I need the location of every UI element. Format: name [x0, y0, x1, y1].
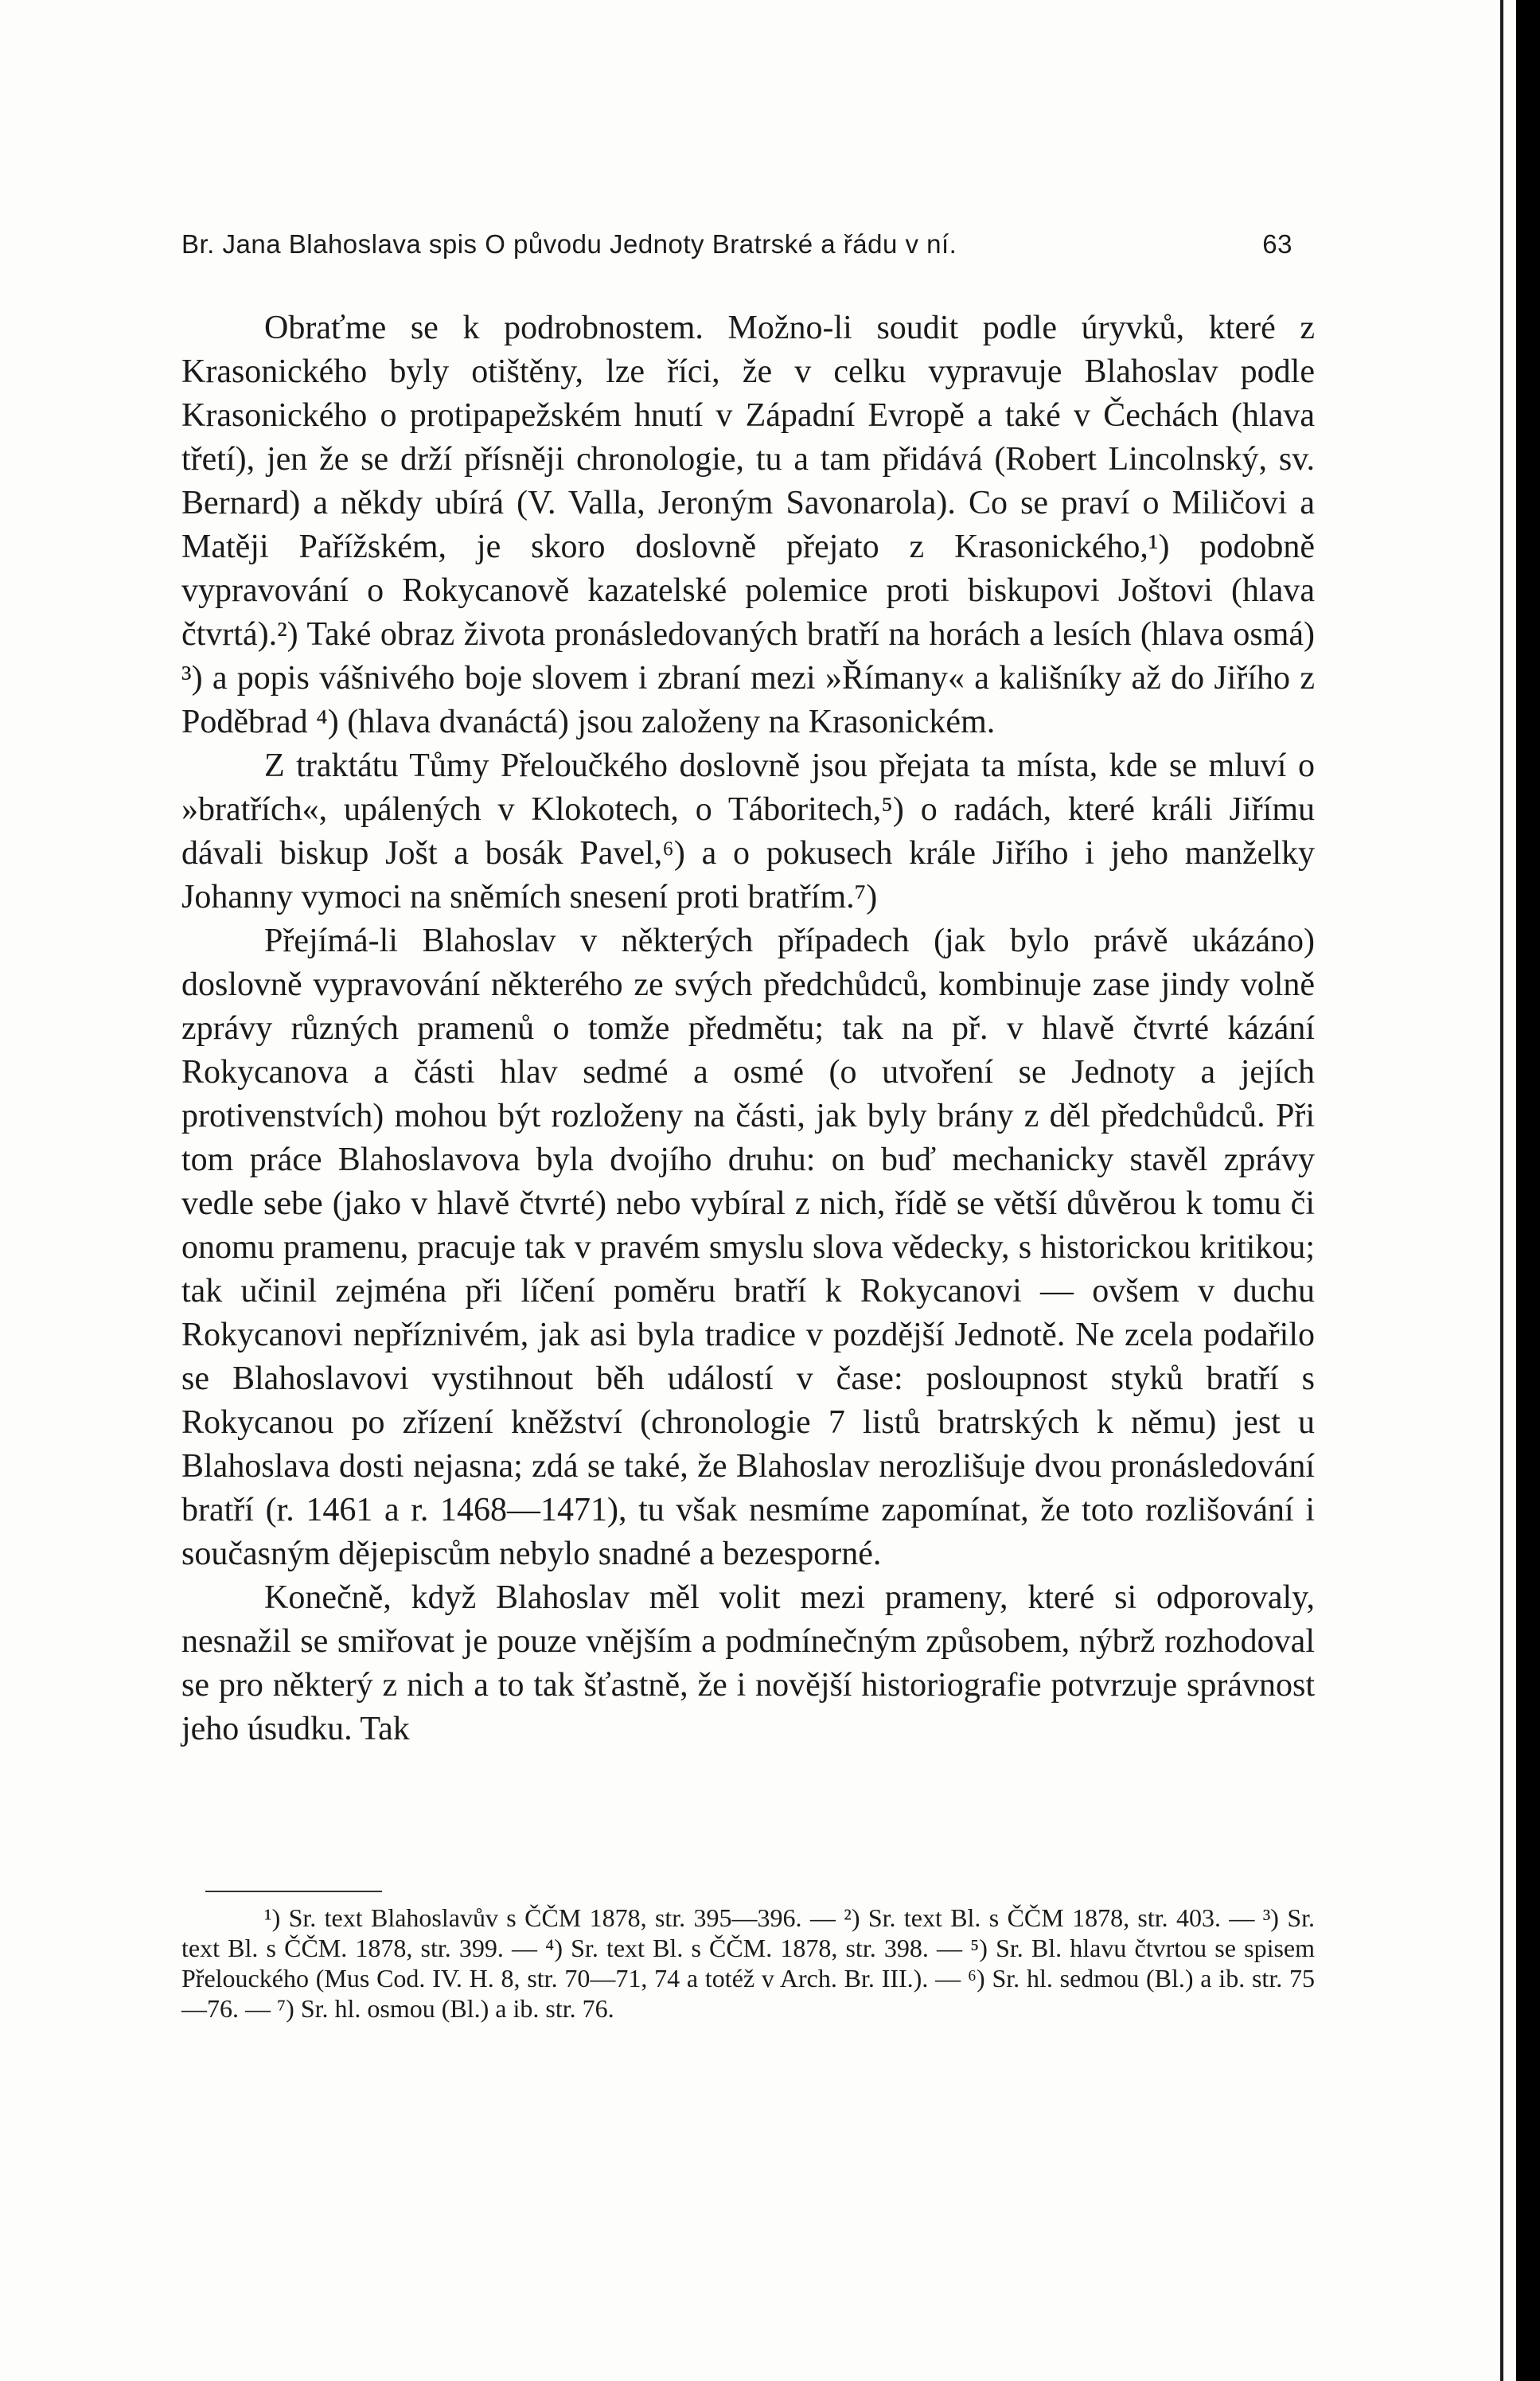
footnotes: [181, 1903, 1315, 2024]
scan-edge-line: [1500, 0, 1503, 2381]
main-text: [181, 306, 1315, 1751]
footnote-rule: [205, 1891, 382, 1892]
paragraph: Z traktátu Tůmy Přeloučkého doslovně jsou přejata ta místa, kde se mluví o »bratřích«, upálených v Klokotech, o Táboritech,⁵) o radách, které králi Jiřímu dávali biskup Jošt a bosák Pavel,⁶) a o pokusech krále Jiřího i jeho manželky Johanny vymoci na sněmích snesení proti bratřím.⁷): [181, 747, 1315, 915]
page-number: 63: [1262, 229, 1292, 259]
paragraph: Přejímá-li Blahoslav v některých případech (jak bylo právě ukázáno) doslovně vypravování některého ze svých předchůdců, kombinuje zase jindy volně zprávy různých pramenů o tomže předmětu; tak na př. v hlavě čtvrté kázání Rokycanova a části hlav sedmé a osmé (o utvoření se Jednoty a jejích protivenstvích) mohou být rozloženy na části, jak byly brány z děl předchůdců. Při tom práce Blahoslavova byla dvojího druhu: on buď mechanicky stavěl zprávy vedle sebe (jako v hlavě čtvrté) nebo vybíral z nich, řídě se větší důvěrou k tomu či onomu pramenu, pracuje tak v pravém smyslu slova vědecky, s historickou kritikou; tak učinil zejména při líčení poměru bratří k Rokycanovi — ovšem v duchu Rokycanovi nepříznivém, jak asi byla tradice v pozdější Jednotě. Ne zcela podařilo se Blahoslavovi vystihnout běh událostí v čase: posloupnost styků bratří s Rokycanou po zřízení kněžství (chronologie 7 listů bratrských k němu) jest u Blahoslava dosti nejasna; zdá se také, že Blahoslav nerozlišuje dvou pronásledování bratří (r. 1461 a r. 1468—1471), tu však nesmíme zapomínat, že toto rozlišování i současným dějepiscům nebylo snadné a bezesporné.: [181, 923, 1315, 1572]
page-header: [181, 229, 1292, 260]
running-title: Br. Jana Blahoslava spis O původu Jednoty Bratrské a řádu v ní.: [181, 229, 957, 259]
paragraph: Obraťme se k podrobnostem. Možno-li soudit podle úryvků, které z Krasonického byly otištěny, lze říci, že v celku vypravuje Blahoslav podle Krasonického o protipapežském hnutí v Západní Evropě a také v Čechách (hlava třetí), jen že se drží přísněji chronologie, tu a tam přidává (Robert Lincolnský, sv. Bernard) a někdy ubírá (V. Valla, Jeroným Savonarola). Co se praví o Miličovi a Matěji Pařížském, je skoro doslovně přejato z Krasonického,¹) podobně vypravování o Rokycanově kazatelské polemice proti biskupovi Joštovi (hlava čtvrtá).²) Také obraz života pronásledovaných bratří na horách a lesích (hlava osmá) ³) a popis vášnivého boje slovem i zbraní mezi »Římany« a kališníky až do Jiřího z Poděbrad ⁴) (hlava dvanáctá) jsou založeny na Krasonickém.: [181, 310, 1315, 740]
paragraph: Konečně, když Blahoslav měl volit mezi prameny, které si odporovaly, nesnažil se smiřovat je pouze vnějším a podmínečným způsobem, nýbrž rozhodoval se pro některý z nich a to tak šťastně, že i novější historiografie potvrzuje správnost jeho úsudku. Tak: [181, 1579, 1315, 1747]
footnote-block: ¹) Sr. text Blahoslavův s ČČM 1878, str. 395—396. — ²) Sr. text Bl. s ČČM 1878, str. 403. — ³) Sr. text Bl. s ČČM. 1878, str. 399. — ⁴) Sr. text Bl. s ČČM. 1878, str. 398. — ⁵) Sr. Bl. hlavu čtvrtou se spisem Přelouckého (Mus Cod. IV. H. 8, str. 70—71, 74 a totéž v Arch. Br. III.). — ⁶) Sr. hl. sedmou (Bl.) a ib. str. 75—76. — ⁷) Sr. hl. osmou (Bl.) a ib. str. 76.: [181, 1903, 1315, 2023]
